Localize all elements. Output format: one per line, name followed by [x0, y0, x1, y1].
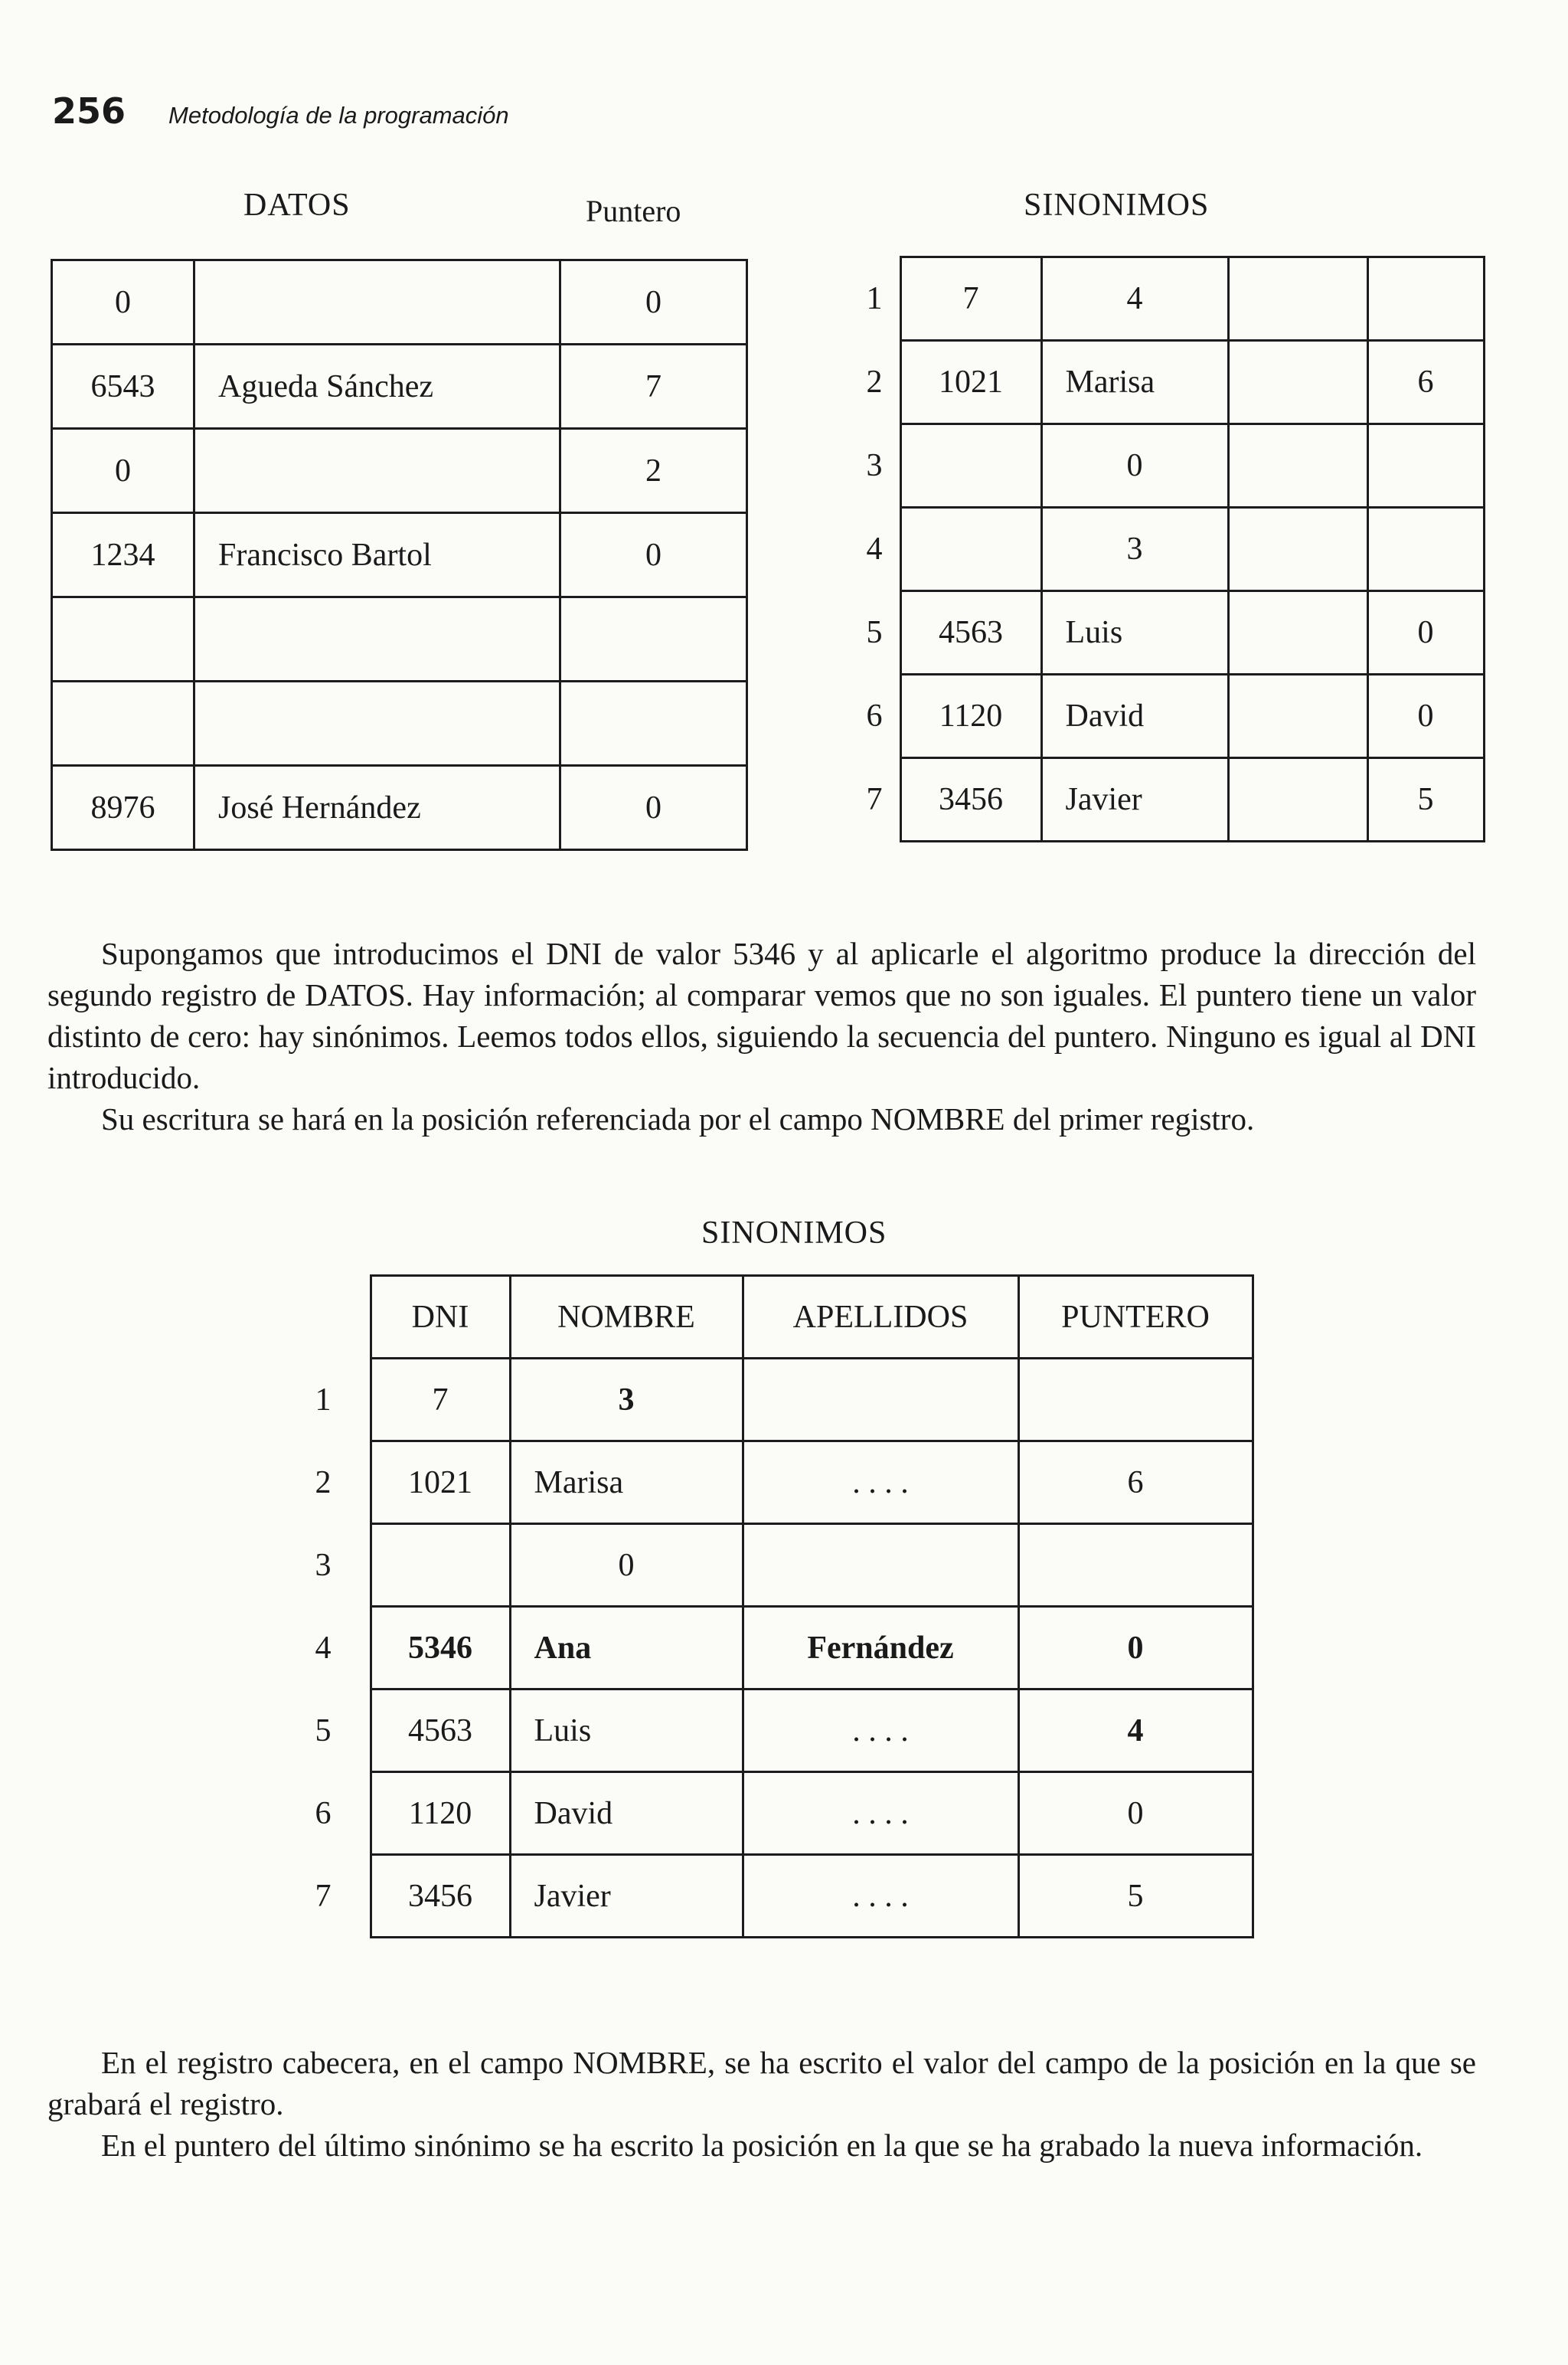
- row-number: 2: [315, 1464, 332, 1500]
- table-row: [822, 341, 1484, 424]
- table-cell: 0: [560, 260, 747, 345]
- table-row: [822, 675, 1484, 758]
- table-cell: [1018, 1690, 1253, 1772]
- table-cell: 0: [1367, 591, 1484, 675]
- sinonimos-top-caption: SINONIMOS: [1024, 188, 1210, 223]
- bold-value: Fernández: [807, 1630, 954, 1666]
- table-cell: 0: [1367, 675, 1484, 758]
- table-cell: [1228, 758, 1367, 842]
- datos-table: [51, 259, 748, 851]
- table-cell: [52, 682, 194, 766]
- table-cell: [510, 1359, 743, 1441]
- table-row: [52, 260, 747, 345]
- table-cell: [371, 1524, 510, 1607]
- table-cell: 2: [560, 429, 747, 513]
- table-cell: 0: [1018, 1772, 1253, 1855]
- table-cell: [1367, 424, 1484, 508]
- table-cell: [1228, 257, 1367, 341]
- row-number: 7: [866, 782, 883, 817]
- column-header: PUNTERO: [1018, 1276, 1253, 1359]
- table-row: [292, 1855, 1253, 1938]
- table-row: [292, 1690, 1253, 1772]
- row-number: 4: [866, 532, 883, 567]
- table-row: [292, 1772, 1253, 1855]
- table-row: [52, 766, 747, 850]
- bold-value: 3: [618, 1382, 635, 1418]
- table-cell: Marisa: [1041, 341, 1228, 424]
- table-cell: [52, 597, 194, 682]
- table-cell: [510, 1607, 743, 1690]
- table-cell: [1228, 508, 1367, 591]
- paragraph-1: [47, 933, 1476, 1140]
- table-cell: José Hernández: [194, 766, 560, 850]
- table-cell: [1018, 1524, 1253, 1607]
- table-cell: David: [1041, 675, 1228, 758]
- table-cell: 6: [1018, 1441, 1253, 1524]
- table-cell: 1021: [371, 1441, 510, 1524]
- paragraph-2: [47, 2042, 1476, 2166]
- paragraph-text: En el registro cabecera, en el campo NOMBRE, se ha escrito el valor del campo de la posición en la que se grabará el registro.: [47, 2045, 1476, 2121]
- bold-value: 0: [1127, 1630, 1144, 1666]
- table-cell: [1228, 341, 1367, 424]
- table-row: [52, 429, 747, 513]
- table-cell: 7: [371, 1359, 510, 1441]
- table-cell: 4563: [371, 1690, 510, 1772]
- table-row: [52, 682, 747, 766]
- running-title: Metodología de la programación: [168, 102, 509, 129]
- table-cell: 0: [560, 766, 747, 850]
- table-cell: Francisco Bartol: [194, 513, 560, 597]
- table-cell: 0: [52, 260, 194, 345]
- table-cell: Javier: [510, 1855, 743, 1938]
- table-cell: 0: [560, 513, 747, 597]
- sinonimos-top-table: [822, 256, 1485, 842]
- table-cell: . . . .: [743, 1441, 1018, 1524]
- row-number: 2: [866, 365, 883, 400]
- table-cell: [560, 597, 747, 682]
- table-cell: [743, 1524, 1018, 1607]
- table-cell: [194, 429, 560, 513]
- table-cell: 4: [1041, 257, 1228, 341]
- paragraph-text: Su escritura se hará en la posición referenciada por el campo NOMBRE del primer registro.: [101, 1101, 1255, 1137]
- column-header: NOMBRE: [510, 1276, 743, 1359]
- table-cell: Luis: [510, 1690, 743, 1772]
- row-number: 6: [315, 1795, 332, 1831]
- bold-value: 5346: [408, 1630, 472, 1666]
- table-cell: [900, 424, 1041, 508]
- bold-value: Ana: [534, 1630, 592, 1666]
- table-cell: 1234: [52, 513, 194, 597]
- table-cell: [194, 682, 560, 766]
- table-cell: 0: [510, 1524, 743, 1607]
- paragraph-text: Supongamos que introducimos el DNI de valor 5346 y al aplicarle el algoritmo produce la dirección del segundo registro de DATOS. Hay información; al comparar vemos que no son iguales. El puntero tiene un valor distinto de cero: hay sinónimos. Leemos todos ellos, siguiendo la secuencia del puntero. Ninguno es igual al DNI introducido.: [47, 936, 1476, 1095]
- table-cell: [371, 1607, 510, 1690]
- table-cell: [1228, 675, 1367, 758]
- table-row: [52, 513, 747, 597]
- table-cell: 0: [52, 429, 194, 513]
- sinonimos-bottom-table: [292, 1274, 1254, 1938]
- table-cell: [900, 508, 1041, 591]
- table-cell: 5: [1367, 758, 1484, 842]
- table-cell: 1120: [900, 675, 1041, 758]
- row-number: 1: [315, 1382, 332, 1418]
- table-row: [822, 508, 1484, 591]
- paragraph-text: En el puntero del último sinónimo se ha escrito la posición en la que se ha grabado la nueva información.: [101, 2128, 1423, 2163]
- table-cell: 3456: [371, 1855, 510, 1938]
- puntero-caption: Puntero: [586, 194, 681, 228]
- table-cell: Luis: [1041, 591, 1228, 675]
- table-header-row: [292, 1276, 1253, 1359]
- table-cell: Marisa: [510, 1441, 743, 1524]
- table-cell: [194, 260, 560, 345]
- table-row: [52, 597, 747, 682]
- table-row: [52, 345, 747, 429]
- table-cell: [1367, 508, 1484, 591]
- table-row: [822, 758, 1484, 842]
- column-header: DNI: [371, 1276, 510, 1359]
- table-cell: 6: [1367, 341, 1484, 424]
- table-cell: Javier: [1041, 758, 1228, 842]
- table-row: [292, 1441, 1253, 1524]
- table-cell: 8976: [52, 766, 194, 850]
- table-cell: Agueda Sánchez: [194, 345, 560, 429]
- table-cell: . . . .: [743, 1772, 1018, 1855]
- table-row: [822, 591, 1484, 675]
- row-number: 3: [866, 448, 883, 483]
- table-cell: 0: [1041, 424, 1228, 508]
- row-number: 4: [315, 1630, 332, 1666]
- table-cell: 3: [1041, 508, 1228, 591]
- table-cell: [743, 1607, 1018, 1690]
- table-cell: 4563: [900, 591, 1041, 675]
- table-cell: 1120: [371, 1772, 510, 1855]
- column-header: APELLIDOS: [743, 1276, 1018, 1359]
- header-blank: [292, 1276, 371, 1359]
- table-cell: [194, 597, 560, 682]
- page-header: [52, 90, 509, 132]
- table-cell: 7: [560, 345, 747, 429]
- table-row: [822, 257, 1484, 341]
- table-cell: [743, 1359, 1018, 1441]
- table-cell: 5: [1018, 1855, 1253, 1938]
- table-cell: 3456: [900, 758, 1041, 842]
- table-cell: [1018, 1359, 1253, 1441]
- table-cell: 7: [900, 257, 1041, 341]
- row-number: 7: [315, 1878, 332, 1914]
- table-row: [292, 1607, 1253, 1690]
- datos-caption: DATOS: [243, 188, 351, 223]
- table-cell: [1367, 257, 1484, 341]
- table-cell: . . . .: [743, 1690, 1018, 1772]
- table-row: [292, 1524, 1253, 1607]
- table-cell: 1021: [900, 341, 1041, 424]
- page-number: 256: [52, 90, 126, 132]
- table-cell: [1228, 424, 1367, 508]
- bold-value: 4: [1127, 1712, 1144, 1748]
- row-number: 5: [315, 1712, 332, 1748]
- row-number: 6: [866, 698, 883, 734]
- table-cell: [1018, 1607, 1253, 1690]
- row-number: 3: [315, 1547, 332, 1583]
- table-cell: . . . .: [743, 1855, 1018, 1938]
- row-number: 5: [866, 615, 883, 650]
- table-cell: [560, 682, 747, 766]
- sinonimos-bottom-caption: SINONIMOS: [701, 1215, 887, 1251]
- row-number: 1: [866, 281, 883, 316]
- table-row: [822, 424, 1484, 508]
- table-cell: David: [510, 1772, 743, 1855]
- table-cell: [1228, 591, 1367, 675]
- table-cell: 6543: [52, 345, 194, 429]
- table-row: [292, 1359, 1253, 1441]
